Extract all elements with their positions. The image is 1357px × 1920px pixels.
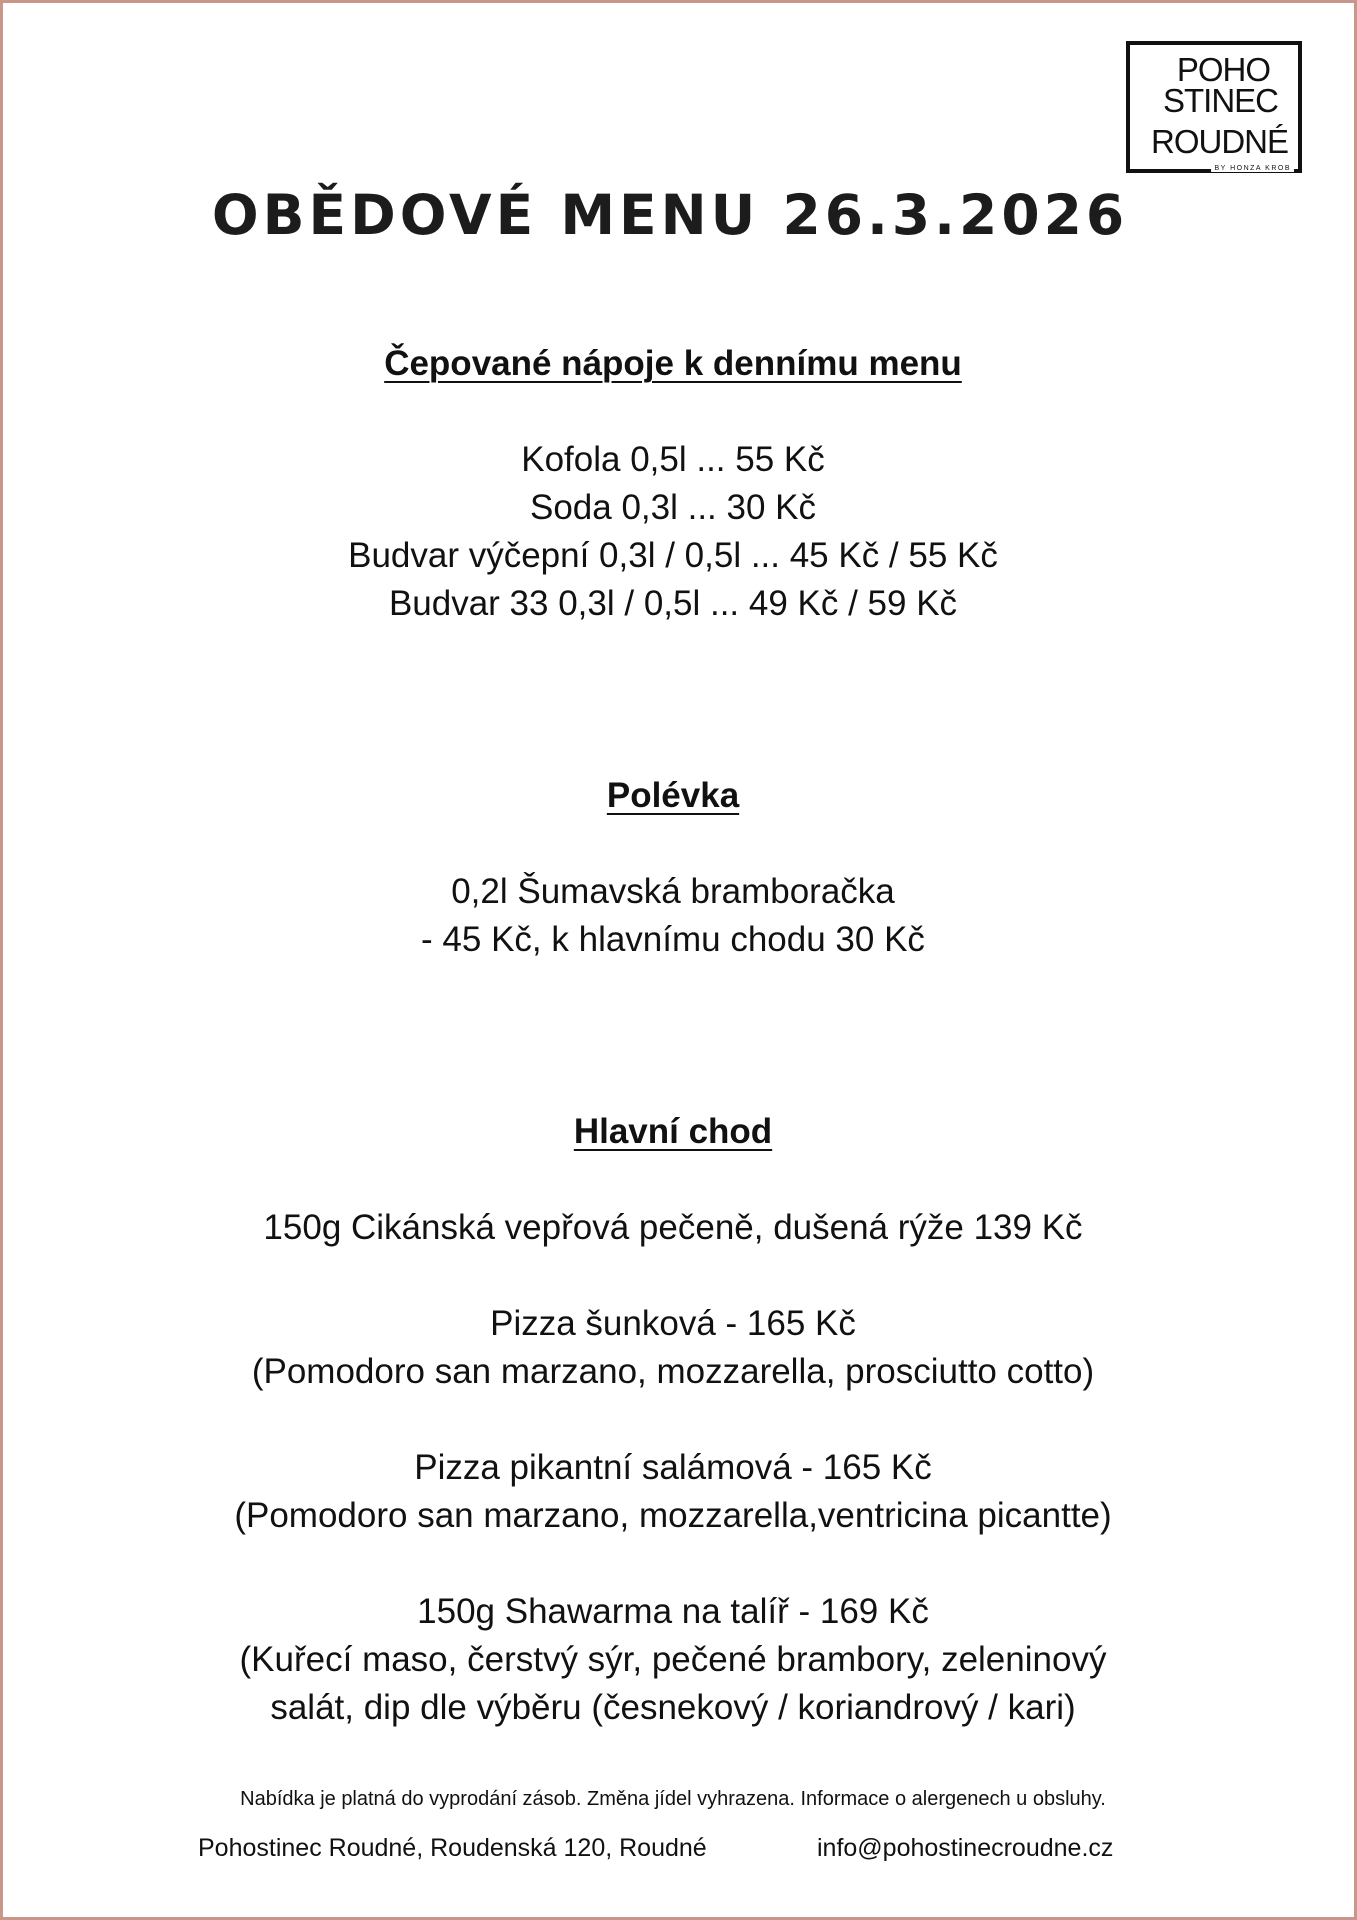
dish-description: salát, dip dle výběru (česnekový / koriandrový / kari) xyxy=(270,1688,1076,1727)
dish-title: Pizza šunková - 165 Kč xyxy=(490,1304,856,1343)
main-course-heading: Hlavní chod xyxy=(573,1112,773,1151)
drink-item: Soda 0,3l ... 30 Kč xyxy=(529,488,816,527)
dish-description: (Pomodoro san marzano, mozzarella,ventricina picantte) xyxy=(234,1496,1112,1535)
menu-content xyxy=(0,340,1346,1732)
restaurant-logo xyxy=(1126,41,1302,175)
drinks-section xyxy=(0,340,1346,628)
logo-text-line-1: POHO xyxy=(1176,51,1270,88)
footer-address: Pohostinec Roudné, Roudenská 120, Roudné xyxy=(198,1834,707,1862)
dish-description: (Kuřecí maso, čerstvý sýr, pečené brambory, zeleninový xyxy=(239,1640,1107,1679)
soup-price: - 45 Kč, k hlavnímu chodu 30 Kč xyxy=(421,920,925,959)
dish-item xyxy=(0,1204,1346,1252)
dish-title: Pizza pikantní salámová - 165 Kč xyxy=(414,1448,932,1487)
availability-notice: Nabídka je platná do vyprodání zásob. Změna jídel vyhrazena. Informace o alergenech u obsluhy. xyxy=(240,1788,1106,1810)
soup-section xyxy=(0,772,1346,964)
dish-item xyxy=(0,1300,1346,1396)
dish-title: 150g Cikánská vepřová pečeně, dušená rýže 139 Kč xyxy=(263,1208,1083,1247)
logo-byline: BY HONZA KROB xyxy=(1211,165,1294,172)
drinks-heading: Čepované nápoje k dennímu menu xyxy=(384,344,962,383)
logo-text-line-3: ROUDNÉ xyxy=(1150,123,1288,160)
main-course-section xyxy=(0,1108,1346,1732)
dish-title: 150g Shawarma na talíř - 169 Kč xyxy=(417,1592,929,1631)
drink-item: Budvar 33 0,3l / 0,5l ... 49 Kč / 59 Kč xyxy=(388,584,958,623)
dish-item xyxy=(0,1588,1346,1732)
logo-text-line-2: STINEC xyxy=(1162,82,1278,119)
drink-item: Budvar výčepní 0,3l / 0,5l ... 45 Kč / 55 Kč xyxy=(348,536,998,575)
page-title: OBĚDOVÉ MENU 26.3.2026 xyxy=(211,183,1129,247)
soup-name: 0,2l Šumavská bramboračka xyxy=(451,872,895,911)
dish-item xyxy=(0,1444,1346,1540)
drink-item: Kofola 0,5l ... 55 Kč xyxy=(521,440,825,479)
soup-heading: Polévka xyxy=(606,776,740,815)
dish-description: (Pomodoro san marzano, mozzarella, prosciutto cotto) xyxy=(251,1352,1095,1391)
footer-email: info@pohostinecroudne.cz xyxy=(817,1834,1114,1862)
